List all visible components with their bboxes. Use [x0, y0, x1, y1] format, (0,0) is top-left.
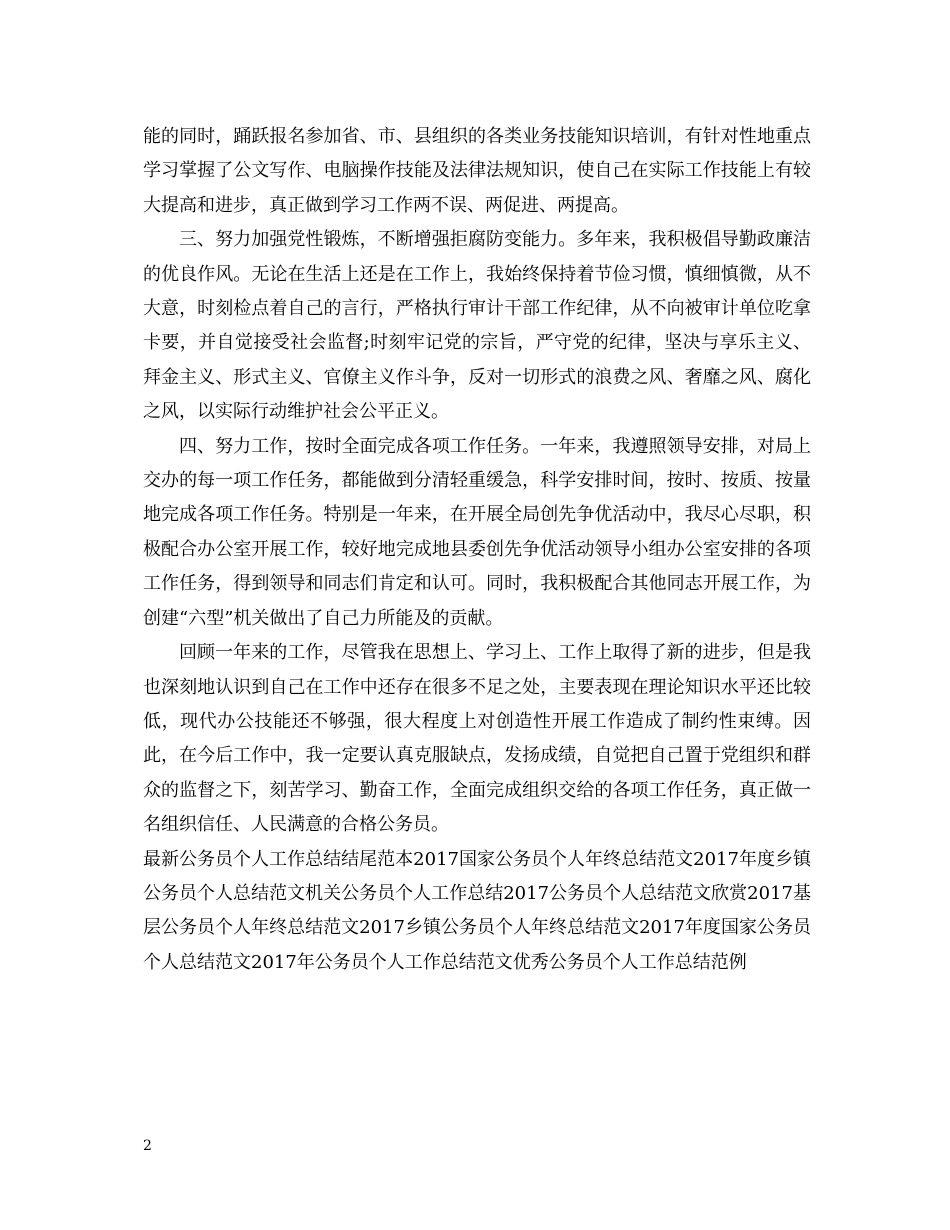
document-body — [143, 120, 811, 980]
paragraph-continuation: 能的同时，踊跃报名参加省、市、县组织的各类业务技能知识培训，有针对性地重点学习掌握了公文写作、电脑操作技能及法律法规知识，使自己在实际工作技能上有较大提高和进步，真正做到学习工作两不误、两促进、两提高。 — [143, 126, 811, 216]
paragraph-section-four: 四、努力工作，按时全面完成各项工作任务。一年来，我遵照领导安排，对局上交办的每一项工作任务，都能做到分清轻重缓急，科学安排时间，按时、按质、按量地完成各项工作任务。特别是一年来，在开展全局创先争优活动中，我尽心尽职，积极配合办公室开展工作，较好地完成地县委创先争优活动领导小组办公室安排的各项工作任务，得到领导和同志们肯定和认可。同时，我积极配合其他同志开展工作，为创建“六型”机关做出了自己力所能及的贡献。 — [143, 435, 811, 629]
related-articles-text: 最新公务员个人工作总结结尾范本2017国家公务员个人年终总结范文2017年度乡镇公务员个人总结范文机关公务员个人工作总结2017公务员个人总结范文欣赏2017基层公务员个人年终总结范文2017乡镇公务员个人年终总结范文2017年度国家公务员个人总结范文2017年公务员个人工作总结范文优秀公务员个人工作总结范例 — [143, 848, 811, 973]
paragraph-review: 回顾一年来的工作，尽管我在思想上、学习上、工作上取得了新的进步，但是我也深刻地认识到自己在工作中还存在很多不足之处，主要表现在理论知识水平还比较低，现代办公技能还不够强，很大程度上对创造性开展工作造成了制约性束缚。因此，在今后工作中，我一定要认真克服缺点，发扬成绩，自觉把自己置于党组织和群众的监督之下，刻苦学习、勤奋工作，全面完成组织交给的各项工作任务，真正做一名组织信任、人民满意的合格公务员。 — [143, 642, 811, 836]
page-number: 2 — [143, 1138, 152, 1154]
paragraph-section-three: 三、努力加强党性锻炼，不断增强拒腐防变能力。多年来，我积极倡导勤政廉洁的优良作风。无论在生活上还是在工作上，我始终保持着节俭习惯，慎细慎微，从不大意，时刻检点着自己的言行，严格执行审计干部工作纪律，从不向被审计单位吃拿卡要，并自觉接受社会监督;时刻牢记党的宗旨，严守党的纪律，坚决与享乐主义、拜金主义、形式主义、官僚主义作斗争，反对一切形式的浪费之风、奢靡之风、腐化之风，以实际行动维护社会公平正义。 — [143, 229, 811, 423]
